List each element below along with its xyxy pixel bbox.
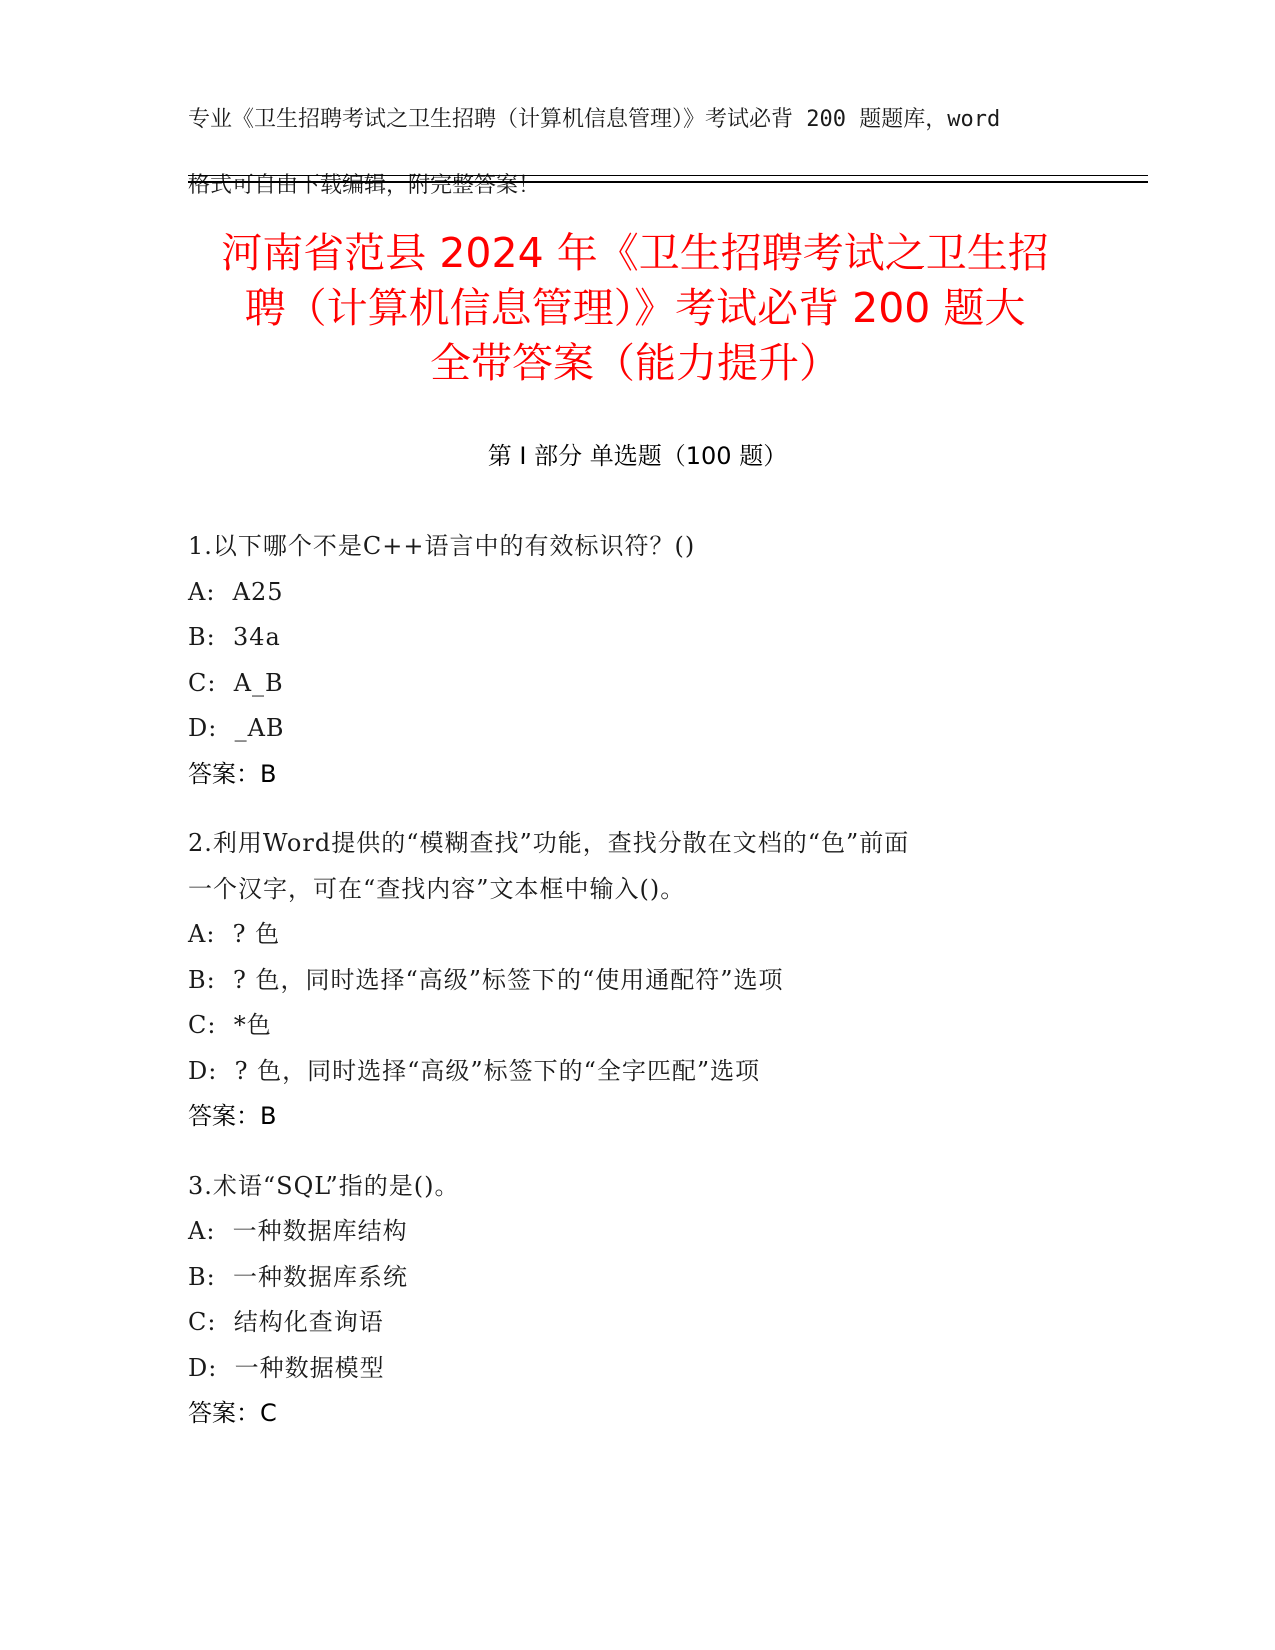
option-d: D: _AB bbox=[188, 714, 285, 742]
option-b: B: 一种数据库系统 bbox=[188, 1262, 408, 1291]
option-c: C: 结构化查询语 bbox=[188, 1308, 384, 1336]
option-a: A: A25 bbox=[188, 577, 284, 606]
title-line-2: 聘（计算机信息管理）》考试必背 200 题大 bbox=[244, 284, 1026, 332]
option-a: A: ? 色 bbox=[188, 920, 281, 948]
option-a: A: 一种数据库结构 bbox=[188, 1217, 408, 1245]
question-item bbox=[188, 1164, 1088, 1437]
question-stem: 3.术语“SQL”指的是()。 bbox=[188, 1171, 460, 1200]
title-line-3: 全带答案（能力提升） bbox=[430, 339, 840, 387]
answer-line: 答案：B bbox=[188, 1102, 277, 1130]
option-d: D: 一种数据模型 bbox=[188, 1353, 385, 1382]
question-stem: 1.以下哪个不是C++语言中的有效标识符？() bbox=[188, 532, 696, 560]
option-b: B: 34a bbox=[188, 623, 281, 651]
option-c: C: *色 bbox=[188, 1011, 272, 1039]
section-heading: 第 I 部分 单选题（100 题） bbox=[487, 442, 788, 470]
question-item bbox=[188, 524, 1088, 797]
question-item bbox=[188, 821, 1088, 1140]
title-line-1: 河南省范县 2024 年《卫生招聘考试之卫生招 bbox=[221, 229, 1049, 277]
question-stem-continued: 一个汉字，可在“查找内容”文本框中输入()。 bbox=[188, 874, 686, 903]
question-stem: 2.利用Word提供的“模糊查找”功能，查找分散在文档的“色”前面 bbox=[188, 829, 910, 857]
header-note-line-1: 专业《卫生招聘考试之卫生招聘（计算机信息管理）》考试必背 200 题题库，word bbox=[188, 107, 1001, 132]
option-b: B: ? 色，同时选择“高级”标签下的“使用通配符”选项 bbox=[188, 965, 784, 994]
document-header-note bbox=[188, 70, 1088, 235]
option-d: D: ? 色，同时选择“高级”标签下的“全字匹配”选项 bbox=[188, 1056, 761, 1085]
answer-line: 答案：B bbox=[188, 759, 277, 788]
answer-line: 答案：C bbox=[188, 1399, 277, 1427]
option-c: C: A_B bbox=[188, 668, 284, 697]
header-divider-bottom bbox=[188, 181, 1148, 183]
header-note-line-2: 格式可自由下载编辑，附完整答案！ bbox=[188, 173, 541, 198]
document-title bbox=[170, 226, 1100, 391]
question-list bbox=[188, 524, 1088, 1461]
header-divider-top bbox=[188, 175, 1148, 176]
